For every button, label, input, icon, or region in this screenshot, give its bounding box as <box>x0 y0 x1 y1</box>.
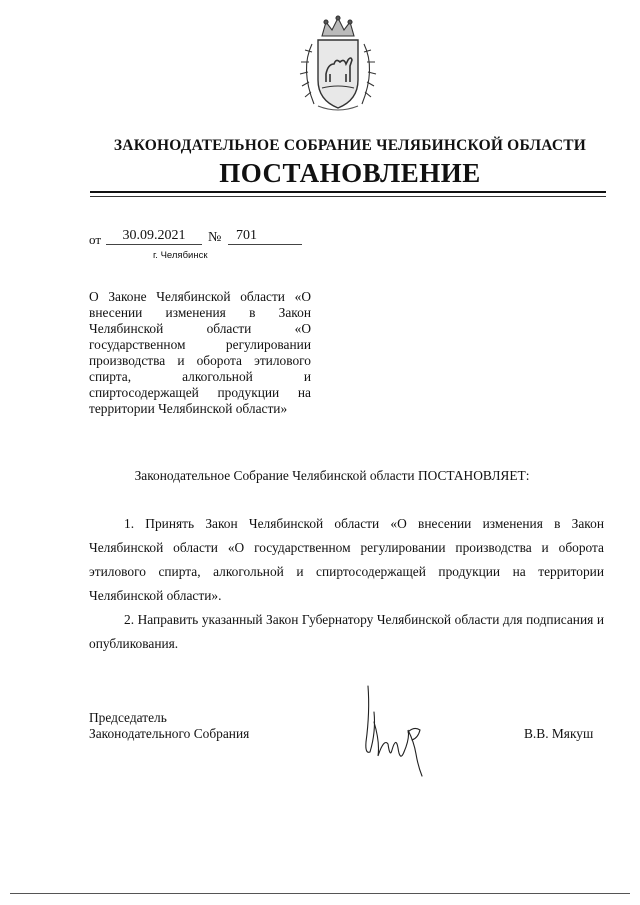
date-prefix: от <box>89 232 102 247</box>
signer-role-line-2: Законодательного Собрания <box>89 726 250 741</box>
document-date: 30.09.2021 <box>106 228 202 245</box>
resolution-intro: Законодательное Собрание Челябинской области ПОСТАНОВЛЯЕТ: <box>134 468 530 483</box>
city-label: г. Челябинск <box>153 250 208 261</box>
header-rule-thick <box>90 191 606 193</box>
signer-role-line-1: Председатель <box>89 710 167 725</box>
number-prefix: № <box>208 230 222 245</box>
document-subject: О Законе Челябинской области «О внесении изменения в Закон Челябинской области «О государственном регулировании производства и оборота этилового спирта, алкогольной и спиртосодержащей продукции на территории Челябинской области» <box>89 289 311 416</box>
footer-rule <box>10 893 630 894</box>
document-number: 701 <box>228 228 302 245</box>
organization-name: ЗАКОНОДАТЕЛЬНОЕ СОБРАНИЕ ЧЕЛЯБИНСКОЙ ОБЛАСТИ <box>113 137 587 154</box>
handwritten-signature <box>358 682 438 780</box>
header-rule-thin <box>90 196 606 197</box>
signer-name: В.В. Мякуш <box>524 726 594 741</box>
resolution-paragraph-2: 2. Направить указанный Закон Губернатору Челябинской области для подписания и опубликования. <box>89 612 604 651</box>
coat-of-arms-icon <box>292 14 384 118</box>
resolution-paragraph-1: 1. Принять Закон Челябинской области «О внесении изменения в Закон Челябинской области «О государственном регулировании производства и оборота этилового спирта, алкогольной и спиртосодержащей продукции на территории Челябинской области». <box>89 516 604 603</box>
document-title: ПОСТАНОВЛЕНИЕ <box>219 158 481 188</box>
